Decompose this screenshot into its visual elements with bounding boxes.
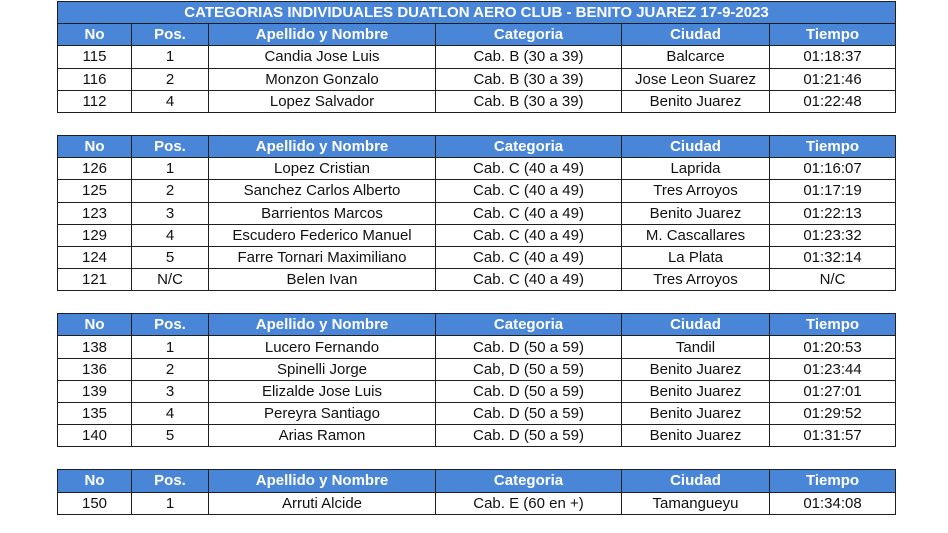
cell-category: Cab. D (50 a 59) xyxy=(436,336,622,358)
cell-city: Balcarce xyxy=(622,46,770,68)
cell-category: Cab. D (50 a 59) xyxy=(436,403,622,425)
table-row xyxy=(58,425,896,447)
header-name: Apellido y Nombre xyxy=(209,314,436,336)
cell-number: 112 xyxy=(58,90,132,112)
cell-name: Sanchez Carlos Alberto xyxy=(209,180,436,202)
header-category: Categoria xyxy=(436,470,622,492)
cell-category: Cab. D (50 a 59) xyxy=(436,425,622,447)
cell-position: 2 xyxy=(132,68,209,90)
cell-time: N/C xyxy=(770,269,896,291)
header-position: Pos. xyxy=(132,135,209,157)
table-row xyxy=(58,492,896,514)
cell-name: Farre Tornari Maximiliano xyxy=(209,246,436,268)
cell-time: 01:21:46 xyxy=(770,68,896,90)
table-row xyxy=(58,180,896,202)
cell-category: Cab. C (40 a 49) xyxy=(436,269,622,291)
group-spacer xyxy=(58,112,896,135)
table-row xyxy=(58,269,896,291)
header-time: Tiempo xyxy=(770,24,896,46)
cell-city: Laprida xyxy=(622,158,770,180)
cell-time: 01:18:37 xyxy=(770,46,896,68)
header-number: No xyxy=(58,470,132,492)
cell-number: 124 xyxy=(58,246,132,268)
header-time: Tiempo xyxy=(770,470,896,492)
cell-name: Lopez Cristian xyxy=(209,158,436,180)
header-row xyxy=(58,314,896,336)
cell-number: 135 xyxy=(58,403,132,425)
cell-time: 01:20:53 xyxy=(770,336,896,358)
table-row xyxy=(58,380,896,402)
cell-city: Benito Juarez xyxy=(622,380,770,402)
cell-category: Cab. E (60 en +) xyxy=(436,492,622,514)
cell-city: Tres Arroyos xyxy=(622,269,770,291)
results-sheet xyxy=(57,1,895,515)
cell-number: 129 xyxy=(58,224,132,246)
cell-number: 140 xyxy=(58,425,132,447)
page-title: CATEGORIAS INDIVIDUALES DUATLON AERO CLUB - BENITO JUAREZ 17-9-2023 xyxy=(58,2,896,24)
cell-city: Tamangueyu xyxy=(622,492,770,514)
cell-time: 01:23:32 xyxy=(770,224,896,246)
header-position: Pos. xyxy=(132,24,209,46)
cell-city: Benito Juarez xyxy=(622,358,770,380)
cell-name: Monzon Gonzalo xyxy=(209,68,436,90)
cell-time: 01:17:19 xyxy=(770,180,896,202)
header-number: No xyxy=(58,135,132,157)
cell-category: Cab. C (40 a 49) xyxy=(436,224,622,246)
cell-number: 121 xyxy=(58,269,132,291)
cell-name: Arruti Alcide xyxy=(209,492,436,514)
cell-name: Arias Ramon xyxy=(209,425,436,447)
cell-number: 136 xyxy=(58,358,132,380)
header-category: Categoria xyxy=(436,135,622,157)
header-category: Categoria xyxy=(436,314,622,336)
cell-time: 01:29:52 xyxy=(770,403,896,425)
table-row xyxy=(58,158,896,180)
cell-time: 01:23:44 xyxy=(770,358,896,380)
cell-category: Cab. C (40 a 49) xyxy=(436,202,622,224)
cell-name: Lucero Fernando xyxy=(209,336,436,358)
cell-city: Benito Juarez xyxy=(622,403,770,425)
cell-city: Jose Leon Suarez xyxy=(622,68,770,90)
cell-category: Cab. C (40 a 49) xyxy=(436,246,622,268)
cell-category: Cab, D (50 a 59) xyxy=(436,358,622,380)
header-time: Tiempo xyxy=(770,135,896,157)
cell-category: Cab. C (40 a 49) xyxy=(436,180,622,202)
header-city: Ciudad xyxy=(622,314,770,336)
cell-city: Benito Juarez xyxy=(622,202,770,224)
cell-position: 1 xyxy=(132,158,209,180)
cell-time: 01:27:01 xyxy=(770,380,896,402)
cell-category: Cab. C (40 a 49) xyxy=(436,158,622,180)
cell-position: N/C xyxy=(132,269,209,291)
header-name: Apellido y Nombre xyxy=(209,470,436,492)
group-spacer xyxy=(58,447,896,470)
header-category: Categoria xyxy=(436,24,622,46)
cell-city: Tandil xyxy=(622,336,770,358)
header-city: Ciudad xyxy=(622,24,770,46)
cell-number: 138 xyxy=(58,336,132,358)
cell-position: 2 xyxy=(132,358,209,380)
cell-position: 3 xyxy=(132,202,209,224)
cell-name: Escudero Federico Manuel xyxy=(209,224,436,246)
cell-number: 123 xyxy=(58,202,132,224)
cell-category: Cab. B (30 a 39) xyxy=(436,46,622,68)
cell-name: Spinelli Jorge xyxy=(209,358,436,380)
table-row xyxy=(58,90,896,112)
header-city: Ciudad xyxy=(622,135,770,157)
header-number: No xyxy=(58,314,132,336)
cell-city: Benito Juarez xyxy=(622,90,770,112)
cell-city: La Plata xyxy=(622,246,770,268)
cell-name: Candia Jose Luis xyxy=(209,46,436,68)
group-spacer xyxy=(58,291,896,314)
cell-position: 3 xyxy=(132,380,209,402)
cell-name: Belen Ivan xyxy=(209,269,436,291)
cell-category: Cab. D (50 a 59) xyxy=(436,380,622,402)
cell-position: 5 xyxy=(132,425,209,447)
cell-position: 4 xyxy=(132,403,209,425)
table-row xyxy=(58,224,896,246)
header-row xyxy=(58,135,896,157)
cell-number: 139 xyxy=(58,380,132,402)
table-row xyxy=(58,68,896,90)
cell-time: 01:22:48 xyxy=(770,90,896,112)
cell-name: Lopez Salvador xyxy=(209,90,436,112)
header-city: Ciudad xyxy=(622,470,770,492)
cell-name: Barrientos Marcos xyxy=(209,202,436,224)
table-row xyxy=(58,202,896,224)
title-row xyxy=(58,2,896,24)
cell-name: Elizalde Jose Luis xyxy=(209,380,436,402)
cell-position: 4 xyxy=(132,90,209,112)
cell-city: M. Cascallares xyxy=(622,224,770,246)
table-row xyxy=(58,46,896,68)
header-position: Pos. xyxy=(132,470,209,492)
cell-time: 01:34:08 xyxy=(770,492,896,514)
cell-number: 115 xyxy=(58,46,132,68)
header-number: No xyxy=(58,24,132,46)
cell-category: Cab. B (30 a 39) xyxy=(436,68,622,90)
cell-number: 125 xyxy=(58,180,132,202)
cell-position: 4 xyxy=(132,224,209,246)
table-row xyxy=(58,336,896,358)
cell-time: 01:16:07 xyxy=(770,158,896,180)
cell-position: 1 xyxy=(132,46,209,68)
cell-number: 116 xyxy=(58,68,132,90)
header-position: Pos. xyxy=(132,314,209,336)
header-time: Tiempo xyxy=(770,314,896,336)
cell-position: 1 xyxy=(132,336,209,358)
cell-number: 150 xyxy=(58,492,132,514)
cell-position: 5 xyxy=(132,246,209,268)
table-row xyxy=(58,403,896,425)
cell-time: 01:22:13 xyxy=(770,202,896,224)
cell-number: 126 xyxy=(58,158,132,180)
header-name: Apellido y Nombre xyxy=(209,135,436,157)
cell-city: Tres Arroyos xyxy=(622,180,770,202)
results-table xyxy=(57,1,896,515)
table-row xyxy=(58,246,896,268)
header-row xyxy=(58,470,896,492)
cell-city: Benito Juarez xyxy=(622,425,770,447)
cell-name: Pereyra Santiago xyxy=(209,403,436,425)
header-row xyxy=(58,24,896,46)
cell-time: 01:32:14 xyxy=(770,246,896,268)
cell-time: 01:31:57 xyxy=(770,425,896,447)
cell-position: 2 xyxy=(132,180,209,202)
header-name: Apellido y Nombre xyxy=(209,24,436,46)
cell-position: 1 xyxy=(132,492,209,514)
cell-category: Cab. B (30 a 39) xyxy=(436,90,622,112)
table-row xyxy=(58,358,896,380)
